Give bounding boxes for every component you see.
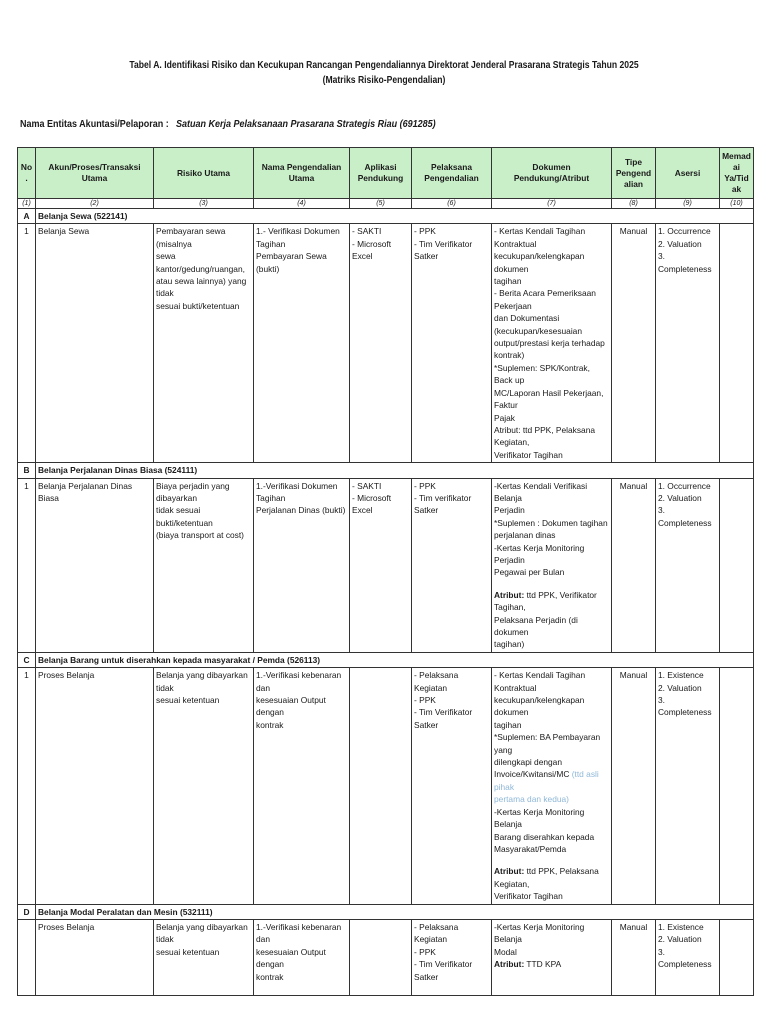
text-line: 1. Existence	[658, 670, 704, 681]
text-line: sesuai ketentuan	[156, 695, 220, 706]
text-line: kesesuaian Output dengan	[256, 695, 326, 718]
text-line: - Tim Verifikator Satker	[414, 959, 473, 982]
text-line: 1.-Verifikasi kebenaran dan	[256, 921, 342, 945]
text-line: - Kertas Kendali Tagihan Kontraktual	[494, 670, 586, 693]
asersi-cell	[656, 224, 720, 463]
text-line: (biaya transport at cost)	[156, 530, 244, 541]
text-line: atau sewa lainnya) yang tidak	[156, 276, 247, 299]
text-line: kontrak	[256, 971, 284, 982]
spacer	[494, 579, 609, 589]
header-cell: Memadai Ya/Tidak	[720, 148, 754, 199]
text-line: Modal	[494, 946, 517, 957]
section-title: Belanja Barang untuk diserahkan kepada masyarakat / Pemda (526113)	[36, 652, 754, 667]
section-letter: C	[18, 652, 36, 667]
aplikasi-cell	[350, 919, 412, 995]
dokumen-text: Invoice/Kwitansi/MC	[494, 769, 570, 780]
text-line: 1. Occurrence	[658, 226, 711, 237]
text-line: (kecukupan/kesesuaian	[494, 325, 582, 336]
column-number: (1)	[18, 199, 36, 209]
table-row	[18, 224, 754, 463]
text-line: - Pelaksana Kegiatan	[414, 670, 459, 693]
entity-label: Nama Entitas Akuntasi/Pelaporan :	[20, 119, 169, 130]
table-row	[18, 668, 754, 904]
spacer	[494, 855, 609, 865]
memadai-cell	[720, 668, 754, 904]
header-cell: Nama Pengendalian Utama	[254, 148, 350, 199]
text-line: sesuai bukti/ketentuan	[156, 300, 240, 311]
text-line: output/prestasi kerja terhadap kontrak)	[494, 338, 605, 361]
risiko-cell	[154, 668, 254, 904]
text-line: - SAKTI	[352, 226, 382, 237]
text-line: *Suplemen : Dokumen tagihan	[494, 517, 608, 528]
table-row	[18, 919, 754, 995]
text-line: - PPK	[414, 226, 436, 237]
tipe-cell: Manual	[612, 224, 656, 463]
text-line: 1.-Verifikasi Dokumen Tagihan	[256, 480, 338, 503]
column-number: (9)	[656, 199, 720, 209]
section-row-b	[18, 463, 754, 478]
header-cell: Risiko Utama	[154, 148, 254, 199]
text-line: Perjadin	[494, 505, 525, 516]
section-title: Belanja Modal Peralatan dan Mesin (532111)	[36, 904, 754, 919]
risk-control-matrix	[17, 147, 754, 996]
tipe-cell: Manual	[612, 919, 656, 995]
text-line: - Tim verifikator Satker	[414, 492, 472, 516]
text-line: MC/Laporan Hasil Pekerjaan, Faktur	[494, 387, 604, 411]
text-line: Perjalanan Dinas (bukti)	[256, 505, 346, 516]
pelaksana-cell	[412, 668, 492, 904]
text-line: 1.- Verifikasi Dokumen Tagihan	[256, 226, 340, 249]
asersi-cell	[656, 919, 720, 995]
section-row-d	[18, 904, 754, 919]
dokumen-lines	[494, 669, 609, 768]
atribut-label: Atribut:	[494, 866, 525, 877]
text-line: tagihan	[494, 276, 522, 287]
title-line-1: Tabel A. Identifikasi Risiko dan Kecukupan Rancangan Pengendaliannya Direktorat Jenderal Prasarana Strategis Tahun 2025	[129, 60, 639, 71]
risiko-cell	[154, 224, 254, 463]
header-cell: Tipe Pengendalian	[612, 148, 656, 199]
row-number: 1	[18, 478, 36, 652]
text-line: 2. Valuation	[658, 238, 702, 249]
dokumen-mixed-line	[494, 768, 609, 793]
text-line: kontrak	[256, 719, 284, 730]
text-line: -Kertas Kerja Monitoring Perjadin	[494, 542, 585, 565]
text-line: Pelaksana Perjadin (di dokumen	[494, 614, 578, 637]
column-number-row	[18, 199, 754, 209]
section-title: Belanja Perjalanan Dinas Biasa (524111)	[36, 463, 754, 478]
text-line: - Tim Verifikator Satker	[414, 238, 473, 262]
text-line: 1. Occurrence	[658, 480, 711, 491]
header-cell: Akun/Proses/Transaksi Utama	[36, 148, 154, 199]
dokumen-lines	[494, 480, 609, 579]
pengendalian-cell	[254, 919, 350, 995]
text-line: - Kertas Kendali Tagihan Kontraktual	[494, 226, 586, 249]
aplikasi-cell	[350, 668, 412, 904]
memadai-cell	[720, 224, 754, 463]
text-line: kecukupan/kelengkapan dokumen	[494, 251, 585, 274]
header-cell: Asersi	[656, 148, 720, 199]
tipe-cell: Manual	[612, 668, 656, 904]
column-number: (6)	[412, 199, 492, 209]
text-line: -Kertas Kerja Monitoring Belanja	[494, 806, 585, 830]
memadai-cell	[720, 919, 754, 995]
section-letter: A	[18, 209, 36, 224]
text-line: Barang diserahkan kepada	[494, 831, 595, 842]
memadai-cell	[720, 478, 754, 652]
column-number: (8)	[612, 199, 656, 209]
text-line: *Suplemen: SPK/Kontrak, Back up	[494, 362, 590, 386]
pengendalian-cell	[254, 224, 350, 463]
text-line: Pembayaran Sewa (bukti)	[256, 251, 327, 274]
tipe-cell: Manual	[612, 478, 656, 652]
row-number: 1	[18, 224, 36, 463]
akun-cell: Belanja Sewa	[36, 224, 154, 463]
text-line: 3. Completeness	[658, 251, 712, 274]
text-line: - PPK	[414, 480, 436, 491]
table-row	[18, 478, 754, 652]
text-line: - PPK	[414, 946, 436, 957]
header-cell: Dokumen Pendukung/Atribut	[492, 148, 612, 199]
header-row	[18, 148, 754, 199]
header-cell: Pelaksana Pengendalian	[412, 148, 492, 199]
dokumen-handwritten-note: (ttd asli pihak	[494, 769, 599, 792]
text-line: Verifikator Tagihan	[494, 449, 563, 460]
text-line: Biaya perjadin yang dibayarkan	[156, 480, 230, 503]
text-line: Pembayaran sewa (misalnya	[156, 226, 226, 249]
pelaksana-cell	[412, 478, 492, 652]
text-line: 3. Completeness	[658, 505, 712, 528]
text-line: -Kertas Kerja Monitoring Belanja	[494, 921, 585, 945]
text-line: Masyarakat/Pemda	[494, 843, 567, 854]
dokumen-cell	[492, 224, 612, 463]
akun-cell: Proses Belanja	[36, 668, 154, 904]
aplikasi-cell	[350, 478, 412, 652]
row-number	[18, 919, 36, 995]
text-line: Pajak	[494, 412, 515, 423]
text-line: 1.-Verifikasi kebenaran dan	[256, 670, 342, 693]
text-line: TTD KPA	[526, 959, 562, 970]
atribut-label: Atribut:	[494, 959, 525, 970]
text-line: - Berita Acara Pemeriksaan Pekerjaan	[494, 288, 596, 311]
section-row-c	[18, 652, 754, 667]
pelaksana-cell	[412, 224, 492, 463]
aplikasi-cell	[350, 224, 412, 463]
column-number: (5)	[350, 199, 412, 209]
dokumen-handwritten-note: pertama dan kedua)	[494, 794, 569, 805]
text-line: kesesuaian Output dengan	[256, 946, 326, 970]
text-line: Belanja yang dibayarkan tidak	[156, 921, 248, 945]
section-title: Belanja Sewa (522141)	[36, 209, 754, 224]
akun-cell: Proses Belanja	[36, 919, 154, 995]
text-line: - PPK	[414, 695, 436, 706]
column-number: (3)	[154, 199, 254, 209]
text-line: - Microsoft Excel	[352, 492, 392, 516]
document-title	[54, 58, 714, 88]
text-line: perjalanan dinas	[494, 530, 556, 541]
text-line: *Suplemen: BA Pembayaran yang	[494, 732, 601, 755]
asersi-cell	[656, 478, 720, 652]
akun-cell: Belanja Perjalanan Dinas Biasa	[36, 478, 154, 652]
atribut-label: Atribut:	[494, 589, 525, 600]
column-number: (10)	[720, 199, 754, 209]
text-line: 2. Valuation	[658, 492, 702, 503]
column-number: (2)	[36, 199, 154, 209]
text-line: - Pelaksana Kegiatan	[414, 921, 459, 945]
text-line: tagihan	[494, 719, 522, 730]
dokumen-cell	[492, 668, 612, 904]
text-line: - Microsoft Excel	[352, 238, 392, 262]
text-line: Pegawai per Bulan	[494, 567, 565, 578]
column-number: (7)	[492, 199, 612, 209]
risiko-cell	[154, 919, 254, 995]
text-line: - Tim Verifikator Satker	[414, 707, 473, 730]
text-line: Atribut: ttd PPK, Pelaksana Kegiatan,	[494, 424, 596, 448]
text-line: sesuai ketentuan	[156, 946, 220, 957]
text-line: tidak sesuai bukti/ketentuan	[156, 505, 213, 528]
risiko-cell	[154, 478, 254, 652]
header-cell: No.	[18, 148, 36, 199]
text-line: 3. Completeness	[658, 946, 712, 970]
dokumen-lines-after	[494, 806, 609, 856]
dokumen-lines	[494, 921, 609, 958]
text-line: ttd PPK, Verifikator Tagihan,	[494, 589, 597, 613]
text-line: Belanja yang dibayarkan tidak	[156, 670, 248, 693]
title-line-2: (Matriks Risiko-Pengendalian)	[322, 75, 446, 86]
section-letter: D	[18, 904, 36, 919]
text-line: Verifikator Tagihan	[494, 891, 563, 902]
text-line: 1. Existence	[658, 921, 704, 932]
pelaksana-cell	[412, 919, 492, 995]
section-letter: B	[18, 463, 36, 478]
asersi-cell	[656, 668, 720, 904]
text-line: 2. Valuation	[658, 682, 702, 693]
column-number: (4)	[254, 199, 350, 209]
pengendalian-cell	[254, 668, 350, 904]
entity-value: Satuan Kerja Pelaksanaan Prasarana Strategis Riau (691285)	[176, 119, 436, 130]
text-line: -Kertas Kendali Verifikasi Belanja	[494, 480, 588, 503]
text-line: sewa kantor/gedung/ruangan,	[156, 251, 245, 274]
text-line: kecukupan/kelengkapan dokumen	[494, 695, 585, 718]
text-line: dan Dokumentasi	[494, 313, 560, 324]
entity-line	[20, 119, 464, 130]
pengendalian-cell	[254, 478, 350, 652]
text-line: tagihan)	[494, 639, 525, 650]
section-row-a	[18, 209, 754, 224]
dokumen-cell	[492, 478, 612, 652]
header-cell: Aplikasi Pendukung	[350, 148, 412, 199]
text-line: ttd PPK, Pelaksana Kegiatan,	[494, 866, 599, 889]
row-number: 1	[18, 668, 36, 904]
text-line: - SAKTI	[352, 480, 382, 491]
atribut-lines	[526, 959, 561, 969]
text-line: dilengkapi dengan	[494, 757, 562, 768]
text-line: 3. Completeness	[658, 695, 712, 718]
dokumen-cell	[492, 919, 612, 995]
text-line: 2. Valuation	[658, 934, 702, 945]
